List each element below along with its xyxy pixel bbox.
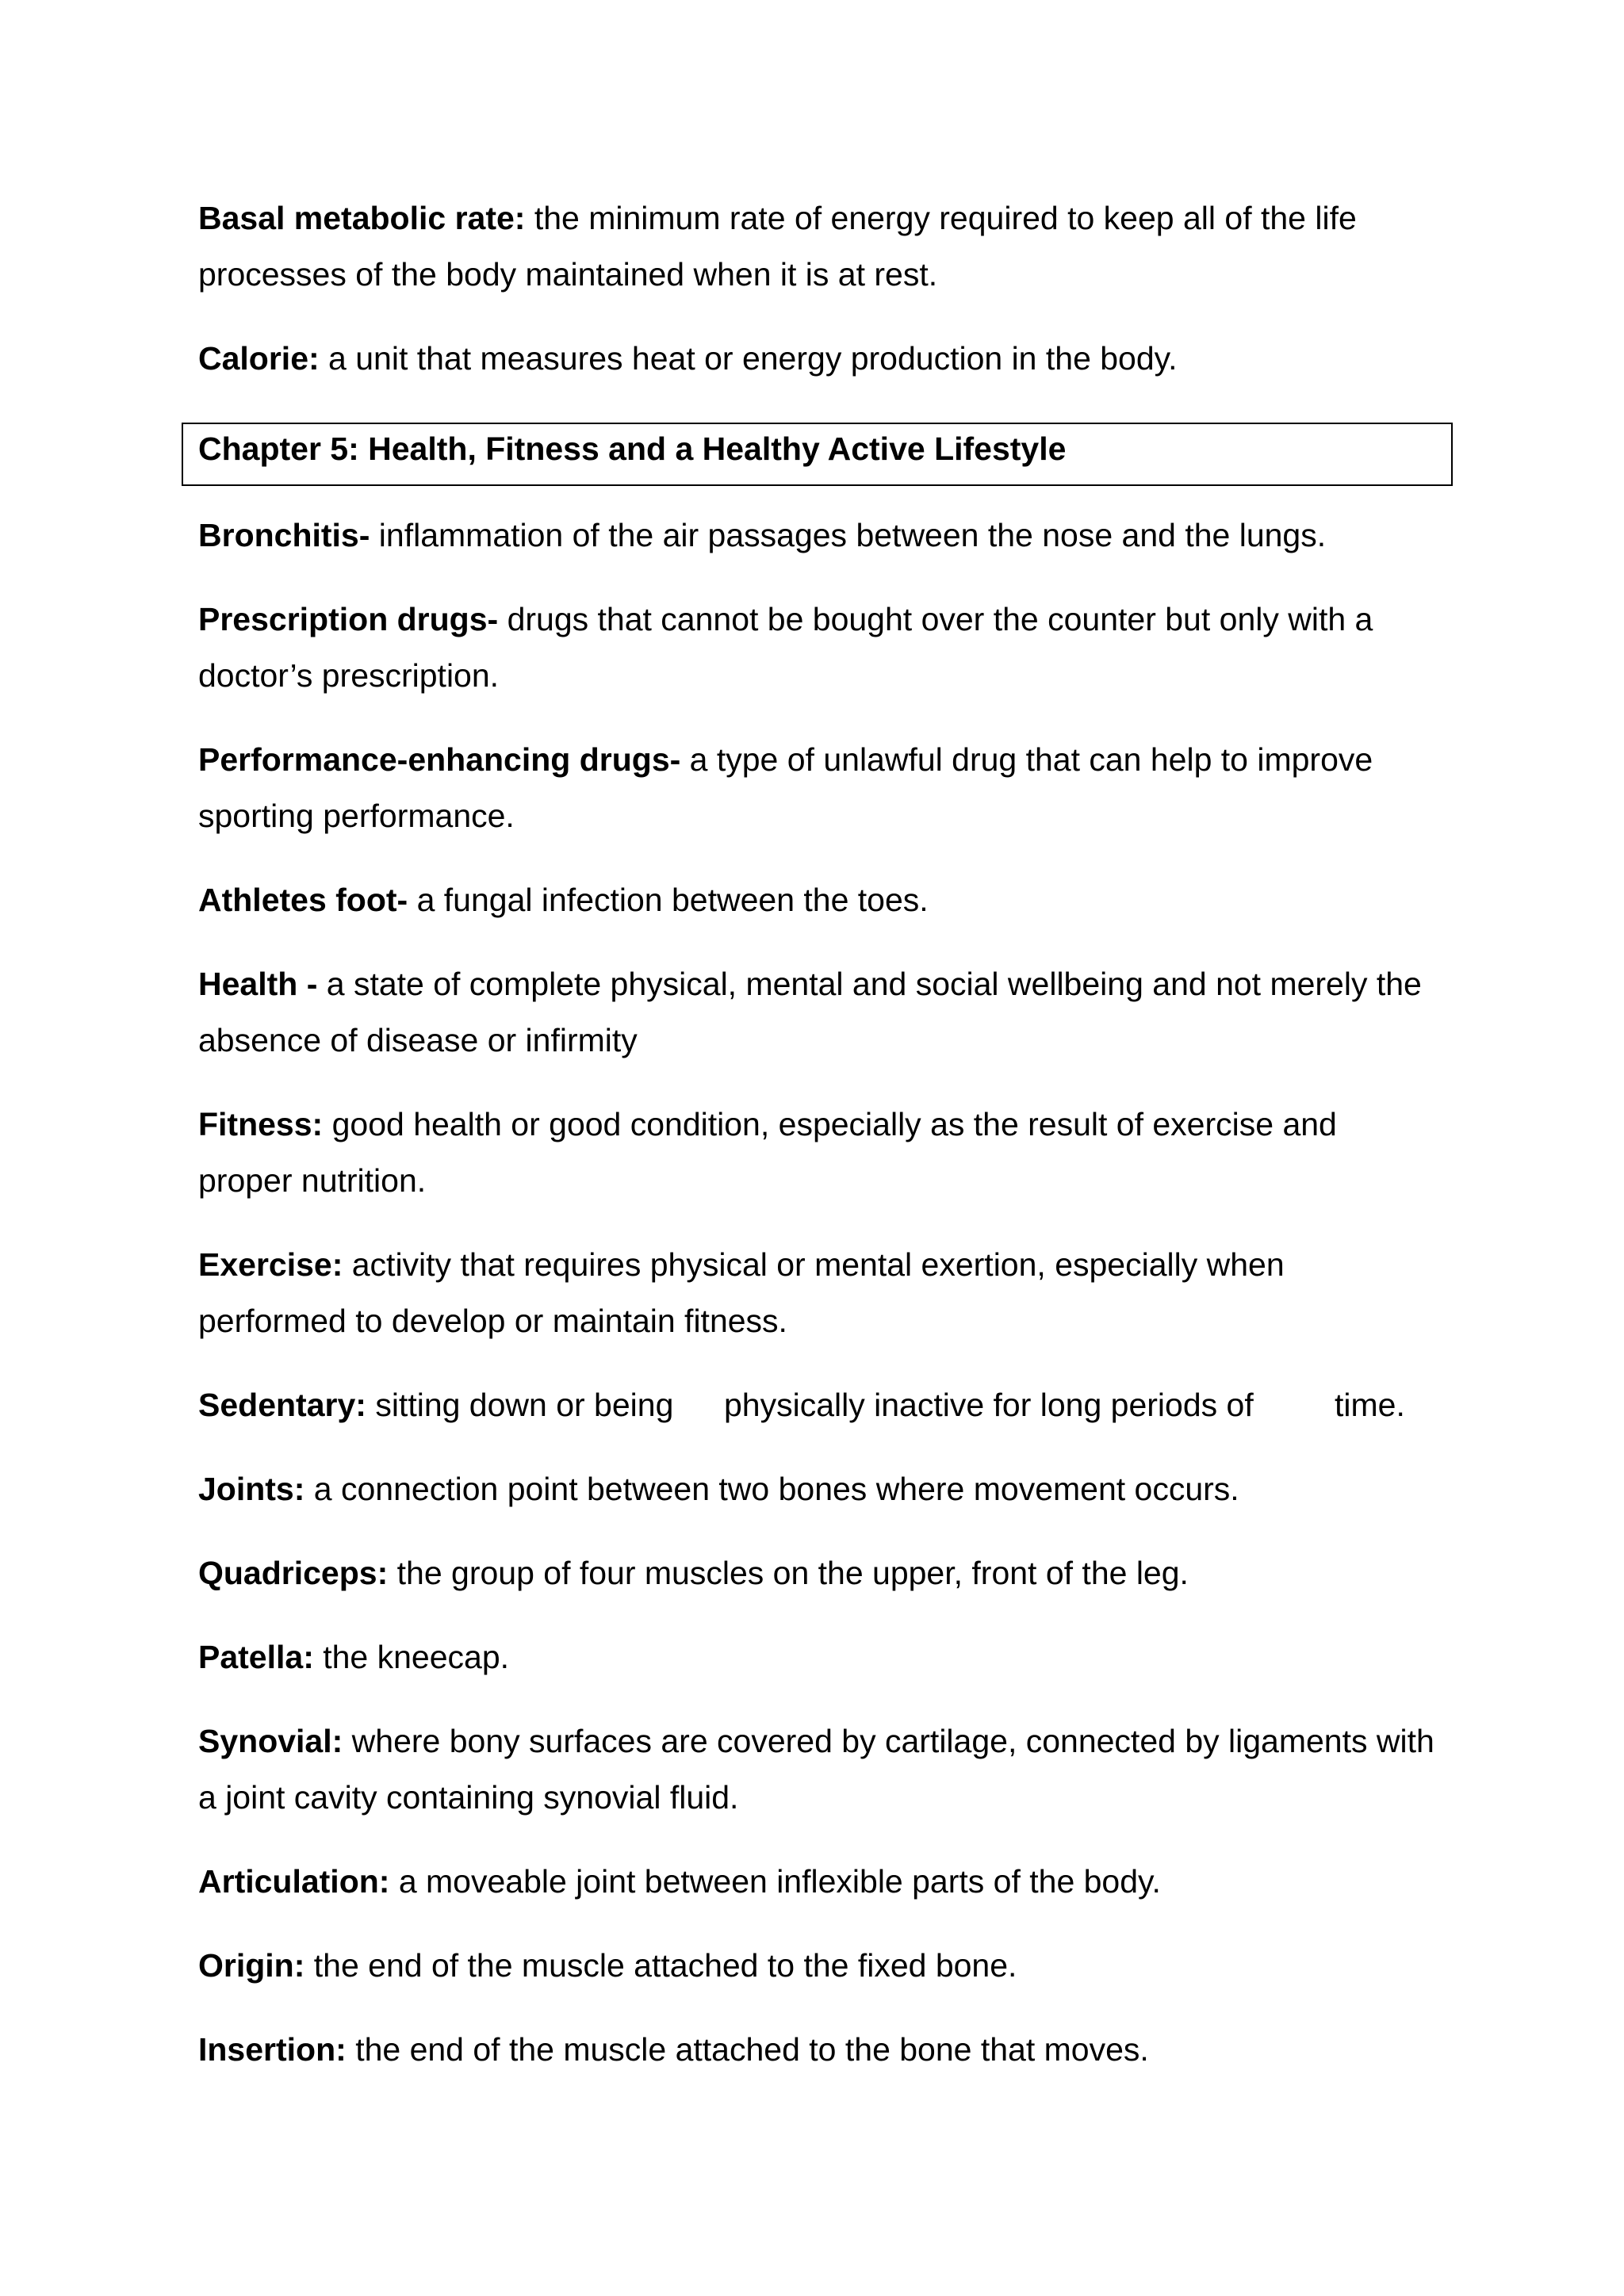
glossary-entry-basal-metabolic-rate [198,190,1435,303]
glossary-entry-quadriceps [198,1545,1435,1601]
glossary-term: Athletes foot- [198,882,408,918]
sedentary-third-part: time. [1335,1387,1405,1423]
glossary-entry-calorie [198,331,1435,387]
glossary-definition: inflammation of the air passages between the nose and the lungs. [370,517,1327,553]
glossary-term: Basal metabolic rate: [198,200,526,236]
glossary-entry-health [198,956,1435,1069]
glossary-definition: the minimum rate of energy required to keep all of the life processes of the body maintained when it is at rest. [198,200,1357,293]
glossary-definition: a type of unlawful drug that can help to improve sporting performance. [198,741,1373,834]
glossary-definition: sitting down or being [366,1387,674,1423]
glossary-term: Patella: [198,1639,314,1675]
glossary-entry-articulation [198,1854,1435,1910]
glossary-definition: the group of four muscles on the upper, front of the leg. [388,1555,1189,1591]
glossary-definition: good health or good condition, especially as the result of exercise and proper nutrition. [198,1106,1337,1199]
glossary-term: Quadriceps: [198,1555,389,1591]
glossary-term: Performance-enhancing drugs- [198,741,681,778]
glossary-entry-joints [198,1461,1435,1517]
glossary-definition: the end of the muscle attached to the bone that moves. [346,2031,1149,2068]
glossary-term: Articulation: [198,1863,390,1900]
glossary-definition: a unit that measures heat or energy production in the body. [319,340,1178,377]
glossary-term: Insertion: [198,2031,347,2068]
glossary-entry-athletes-foot [198,872,1435,928]
glossary-term: Prescription drugs- [198,601,499,637]
glossary-term: Exercise: [198,1246,343,1283]
glossary-term: Bronchitis- [198,517,370,553]
glossary-definition: the kneecap. [313,1639,510,1675]
glossary-entry-synovial [198,1713,1435,1826]
glossary-definition: a state of complete physical, mental and social wellbeing and not merely the absence of disease or infirmity [198,966,1422,1058]
glossary-definition: a connection point between two bones where movement occurs. [304,1471,1239,1507]
glossary-definition: the end of the muscle attached to the fixed bone. [304,1947,1017,1984]
glossary-entry-sedentary [198,1377,1435,1433]
glossary-definition: a fungal infection between the toes. [408,882,929,918]
glossary-term: Fitness: [198,1106,324,1142]
glossary-term: Synovial: [198,1723,343,1759]
glossary-definition: activity that requires physical or mental exertion, especially when performed to develop or maintain fitness. [198,1246,1285,1339]
glossary-entry-fitness [198,1096,1435,1209]
glossary-term: Sedentary: [198,1387,366,1423]
chapter-heading: Chapter 5: Health, Fitness and a Healthy Active Lifestyle [198,430,1067,467]
glossary-entry-prescription-drugs [198,591,1435,704]
glossary-term: Origin: [198,1947,305,1984]
glossary-entry-insertion [198,2022,1435,2078]
glossary-entry-patella [198,1629,1435,1686]
glossary-term: Health - [198,966,318,1002]
glossary-entry-bronchitis [198,507,1435,564]
sedentary-first-part [198,1377,673,1433]
glossary-entry-exercise [198,1237,1435,1349]
glossary-entry-performance-enhancing-drugs [198,732,1435,844]
glossary-term: Joints: [198,1471,305,1507]
chapter-heading-box [182,423,1453,486]
glossary-entry-origin [198,1938,1435,1994]
sedentary-second-part: physically inactive for long periods of [724,1387,1254,1423]
glossary-term: Calorie: [198,340,320,377]
glossary-definition: where bony surfaces are covered by cartilage, connected by ligaments with a joint cavity containing synovial fluid. [198,1723,1434,1816]
glossary-definition: drugs that cannot be bought over the counter but only with a doctor’s prescription. [198,601,1373,694]
glossary-definition: a moveable joint between inflexible parts of the body. [389,1863,1161,1900]
